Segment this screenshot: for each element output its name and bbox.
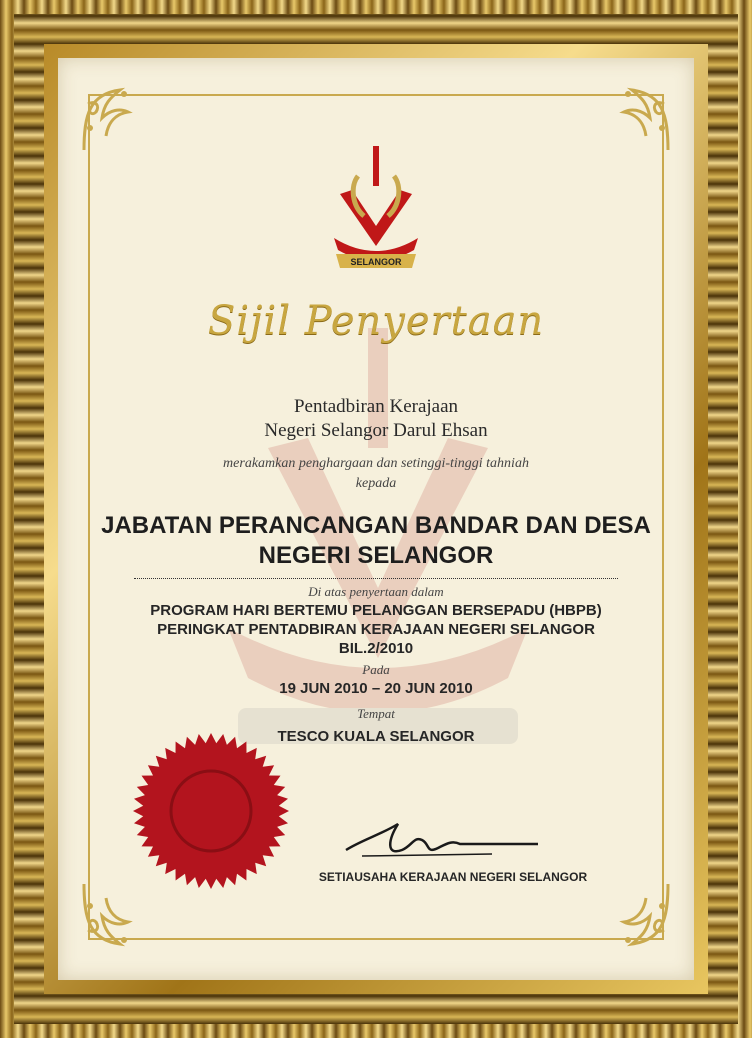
- venue-label: Tempat: [357, 706, 395, 721]
- certificate-paper: [58, 58, 694, 980]
- corner-ornament-icon: [80, 84, 150, 154]
- dotted-divider: [134, 578, 618, 579]
- program-line-2: PERINGKAT PENTADBIRAN KERAJAAN NEGERI SELANGOR: [157, 621, 595, 638]
- date-value: 19 JUN 2010 – 20 JUN 2010: [279, 680, 473, 697]
- intro-line-1: merakamkan penghargaan dan setinggi-tinggi tahniah: [223, 456, 529, 471]
- recipient-line-2: NEGERI SELANGOR: [258, 542, 494, 569]
- signature-icon: [342, 810, 542, 866]
- venue-value: TESCO KUALA SELANGOR: [277, 728, 475, 745]
- program-line-1: PROGRAM HARI BERTEMU PELANGGAN BERSEPADU (HBPB): [150, 602, 602, 619]
- crest-ribbon-text: SELANGOR: [350, 257, 402, 267]
- selangor-crest-icon: [330, 146, 422, 276]
- corner-ornament-icon: [602, 880, 672, 950]
- date-label: Pada: [362, 662, 390, 677]
- program-line-3: BIL.2/2010: [338, 640, 414, 657]
- issuer-line-1: Pentadbiran Kerajaan: [293, 396, 459, 417]
- issuer-line-2: Negeri Selangor Darul Ehsan: [264, 420, 488, 441]
- red-wax-seal-icon: [130, 730, 292, 892]
- certificate-title: Sijil Penyertaan: [207, 298, 545, 344]
- intro-line-2: kepada: [355, 476, 397, 491]
- recipient-line-1: JABATAN PERANCANGAN BANDAR DAN DESA: [101, 512, 651, 539]
- signatory-title: SETIAUSAHA KERAJAAN NEGERI SELANGOR: [318, 870, 588, 884]
- participation-label: Di atas penyertaan dalam: [308, 584, 444, 599]
- corner-ornament-icon: [602, 84, 672, 154]
